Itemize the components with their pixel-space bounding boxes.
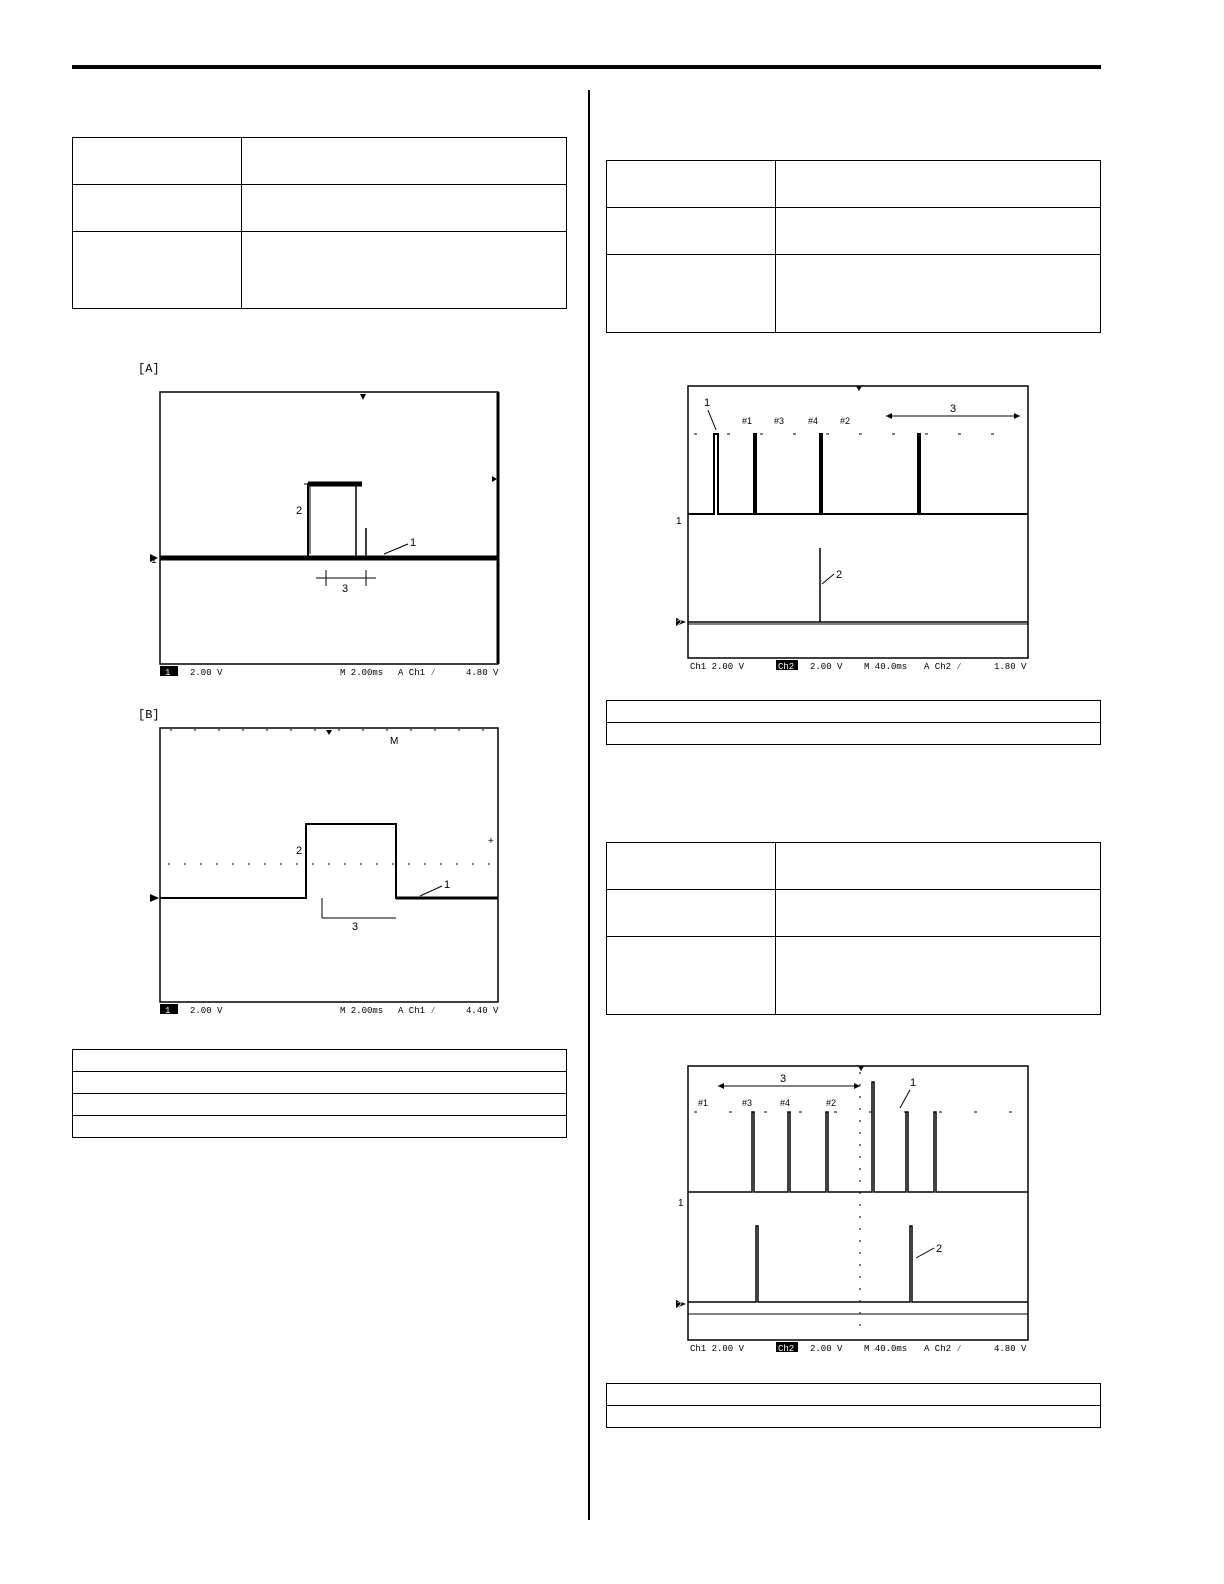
legend-table-right-2 (606, 1383, 1101, 1428)
status-ch1-d: Ch1 2.00 V (690, 1344, 745, 1354)
spec-cell (607, 843, 776, 890)
status-ch1-c: Ch1 2.00 V (690, 662, 745, 672)
pulse-label-d-3: #4 (780, 1098, 791, 1108)
waveform-a (150, 388, 510, 678)
trig-marker-b: M (390, 736, 399, 747)
spec-cell (242, 185, 567, 232)
waveform-c (674, 380, 1036, 674)
pulse-label-d-4: #2 (826, 1098, 837, 1108)
callout-b-3: 3 (352, 921, 359, 933)
trigger-level-icon: + (488, 836, 494, 847)
spec-cell (607, 161, 776, 208)
spec-cell (776, 843, 1101, 890)
callout-d-1: 1 (910, 1077, 917, 1089)
legend-cell (607, 1384, 1101, 1406)
legend-table-right-1 (606, 700, 1101, 745)
trigger-level-icon (492, 476, 497, 482)
status-time-c: M 40.0ms (864, 662, 908, 672)
legend-cell (73, 1094, 567, 1116)
callout-b-2: 2 (296, 845, 303, 857)
status-level-a: 4.80 V (466, 668, 499, 678)
waveform-b (150, 724, 510, 1016)
pulse-label-c-4: #2 (840, 416, 851, 426)
status-volts-a: 2.00 V (190, 668, 223, 678)
figure-label-a: [A] (138, 362, 160, 376)
oscilloscope-a (150, 388, 510, 678)
spec-cell (73, 138, 242, 185)
status-level-b: 4.40 V (466, 1006, 499, 1016)
spec-cell (607, 255, 776, 333)
status-ch-a: 1 (165, 668, 171, 678)
spec-cell (607, 890, 776, 937)
status-trig-b: A Ch1 ∕ (398, 1006, 436, 1016)
status-ch2-c: 2.00 V (810, 662, 843, 672)
oscilloscope-c (674, 380, 1036, 674)
pulse-label-d-1: #1 (698, 1098, 709, 1108)
status-ch2-d: 2.00 V (810, 1344, 843, 1354)
spec-cell (776, 161, 1101, 208)
status-volts-b: 2.00 V (190, 1006, 223, 1016)
oscilloscope-b (150, 724, 510, 1016)
status-time-d: M 40.0ms (864, 1344, 908, 1354)
spec-table-right-2 (606, 842, 1101, 1015)
waveform-d (674, 1062, 1036, 1356)
legend-cell (607, 1406, 1101, 1428)
trigger-marker-icon (360, 394, 366, 400)
legend-cell (607, 701, 1101, 723)
pulse-label-c-2: #3 (774, 416, 785, 426)
spec-cell (242, 232, 567, 309)
legend-cell (73, 1116, 567, 1138)
spec-table-left (72, 137, 567, 309)
channel-marker-d-1: 1 (678, 1198, 684, 1209)
waveform-a-trace (160, 484, 362, 558)
figure-label-b: [B] (138, 708, 160, 722)
spec-cell (776, 208, 1101, 255)
callout-d-3: 3 (780, 1073, 787, 1085)
callout-a-2: 2 (296, 505, 303, 517)
spec-table-right-1 (606, 160, 1101, 333)
status-trig-a: A Ch1 ∕ (398, 668, 436, 678)
header-rule (72, 65, 1101, 69)
waveform-d-ch1 (688, 1082, 1028, 1192)
pulse-label-c-1: #1 (742, 416, 753, 426)
callout-c-3: 3 (950, 403, 957, 415)
callout-a-1: 1 (410, 537, 417, 549)
spec-cell (242, 138, 567, 185)
callout-b-1: 1 (444, 879, 451, 891)
status-ch2box-c: Ch2 (778, 662, 795, 672)
column-divider (588, 90, 590, 1520)
status-level-d: 4.80 V (994, 1344, 1027, 1354)
spec-cell (776, 890, 1101, 937)
oscilloscope-d (674, 1062, 1036, 1356)
pulse-label-d-2: #3 (742, 1098, 753, 1108)
spec-cell (73, 232, 242, 309)
legend-table-left (72, 1049, 567, 1138)
legend-cell (73, 1072, 567, 1094)
channel-marker-d-2: 2 (677, 1300, 683, 1310)
channel-marker-c-2: 2 (677, 618, 683, 628)
spec-cell (607, 937, 776, 1015)
callout-a-3: 3 (342, 583, 349, 595)
callout-c-2: 2 (836, 569, 843, 581)
trigger-marker-icon (856, 386, 862, 391)
legend-cell (73, 1050, 567, 1072)
spec-cell (73, 185, 242, 232)
status-ch-b: 1 (165, 1006, 171, 1016)
waveform-d-ch2 (688, 1226, 1028, 1302)
status-time-b: M 2.00ms (340, 1006, 384, 1016)
waveform-c-ch2 (688, 548, 1028, 622)
channel-marker-a: 1 (151, 555, 157, 566)
callout-c-1: 1 (704, 397, 711, 409)
status-level-c: 1.80 V (994, 662, 1027, 672)
legend-cell (607, 723, 1101, 745)
waveform-c-ch1 (688, 434, 1028, 514)
spec-cell (776, 937, 1101, 1015)
status-trig-c: A Ch2 ∕ (924, 662, 962, 672)
pulse-label-c-3: #4 (808, 416, 819, 426)
spec-cell (776, 255, 1101, 333)
spec-cell (607, 208, 776, 255)
ground-marker-icon (150, 894, 159, 902)
status-trig-d: A Ch2 ∕ (924, 1344, 962, 1354)
trigger-marker-icon (858, 1066, 864, 1071)
status-ch2box-d: Ch2 (778, 1344, 795, 1354)
trigger-marker-icon (326, 730, 332, 735)
status-time-a: M 2.00ms (340, 668, 384, 678)
channel-marker-c-1: 1 (676, 516, 682, 527)
callout-d-2: 2 (936, 1243, 943, 1255)
